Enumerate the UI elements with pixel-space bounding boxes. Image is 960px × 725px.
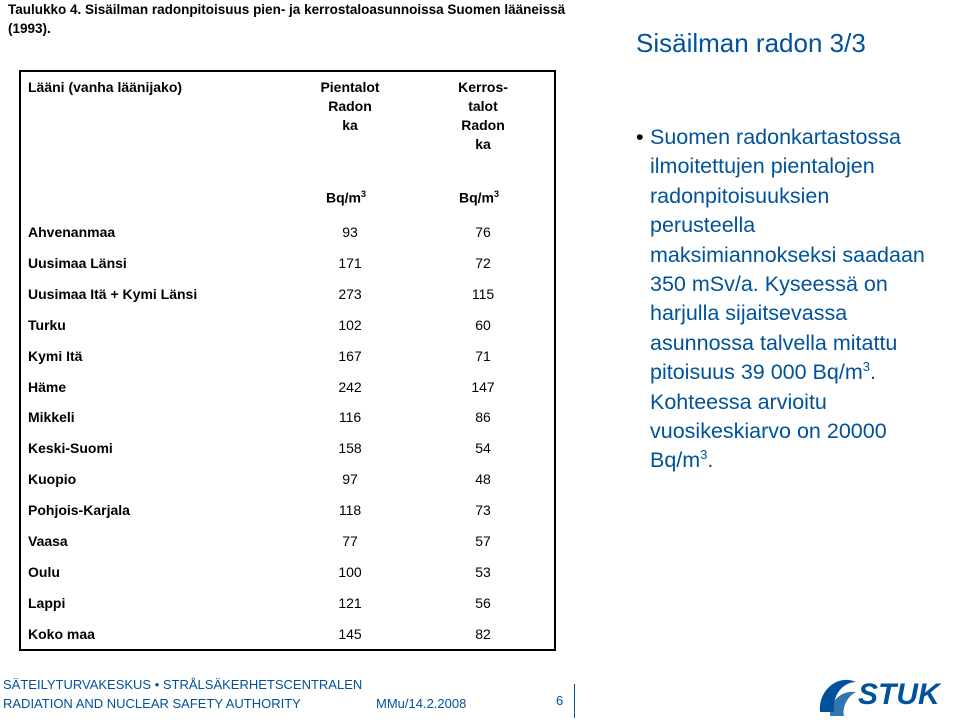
region-name: Uusimaa Itä + Kymi Länsi (28, 285, 198, 302)
table-row (21, 224, 554, 246)
region-name: Koko maa (28, 625, 95, 642)
bullet-text-b: . Kohteessa arvioitu vuosikeskiarvo on 20000 Bq/m (650, 360, 887, 473)
table-row (21, 626, 554, 648)
kerrostalot-value: 71 (475, 347, 491, 364)
pientalot-value: 167 (338, 347, 362, 364)
caption-line2: (1993). (8, 21, 51, 36)
footer-date: MMu/14.2.2008 (376, 696, 467, 711)
region-name: Kymi Itä (28, 347, 83, 364)
table-row (21, 255, 554, 277)
table-row (21, 348, 554, 370)
header-pientalot-line: ka (342, 117, 358, 133)
pientalot-value: 273 (338, 285, 362, 302)
kerrostalot-value: 82 (475, 625, 491, 642)
header-kerrostalot-line: Radon (461, 117, 505, 133)
kerrostalot-value: 76 (475, 224, 491, 240)
region-name: Ahvenanmaa (28, 224, 116, 240)
unit-exp: 3 (361, 189, 367, 199)
region-name: Uusimaa Länsi (28, 254, 127, 271)
region-name: Pohjois-Karjala (28, 502, 130, 519)
footer-divider (574, 684, 575, 718)
slide-title: Sisäilman radon 3/3 (636, 28, 866, 58)
pientalot-value: 77 (342, 533, 358, 549)
header-kerrostalot-line: talot (468, 98, 498, 114)
header-pientalot-line: Radon (328, 98, 372, 114)
unit-exp: 3 (494, 189, 500, 199)
pientalot-value: 93 (342, 224, 358, 240)
header-kerrostalot (433, 78, 533, 154)
region-name: Kuopio (28, 471, 77, 488)
region-name: Mikkeli (28, 409, 75, 426)
table-row (21, 533, 554, 555)
radon-table (19, 70, 556, 651)
kerrostalot-value: 48 (475, 471, 491, 488)
region-name: Vaasa (28, 533, 68, 549)
table-row (21, 471, 554, 493)
table-caption (8, 0, 573, 38)
stuk-logo-text: STUK (858, 678, 940, 711)
unit-pientalot (326, 189, 366, 206)
header-kerrostalot-line: ka (475, 136, 491, 152)
header-pientalot-line: Pientalot (320, 79, 380, 95)
table-row (21, 440, 554, 462)
kerrostalot-value: 53 (475, 563, 491, 580)
region-name: Keski-Suomi (28, 440, 113, 457)
header-region: Lääni (vanha läänijako) (28, 79, 183, 95)
pientalot-value: 242 (338, 378, 362, 395)
bullet-dot: • (636, 125, 644, 149)
bullet-text-c: . (707, 448, 714, 473)
pientalot-value: 145 (338, 625, 362, 642)
region-name: Lappi (28, 594, 66, 611)
pientalot-value: 97 (342, 471, 358, 488)
footer-org-en: RADIATION AND NUCLEAR SAFETY AUTHORITY (3, 696, 301, 711)
kerrostalot-value: 73 (475, 502, 491, 519)
bullet-paragraph (636, 123, 940, 476)
table-row (21, 379, 554, 401)
pientalot-value: 118 (338, 502, 362, 519)
page-number: 6 (556, 693, 564, 708)
kerrostalot-value: 86 (475, 409, 491, 426)
kerrostalot-value: 72 (475, 254, 491, 271)
footer-org-fi-sv: SÄTEILYTURVAKESKUS • STRÅLSÄKERHETSCENTRALEN (3, 677, 363, 692)
region-name: Oulu (28, 563, 60, 580)
region-name: Häme (28, 378, 67, 395)
pientalot-value: 121 (338, 594, 362, 611)
unit-base: Bq/m (459, 189, 494, 206)
kerrostalot-value: 54 (475, 440, 491, 457)
unit-base: Bq/m (326, 189, 361, 206)
stuk-logo (816, 660, 946, 720)
table-row (21, 317, 554, 339)
pientalot-value: 116 (338, 409, 362, 426)
bullet-text-a: Suomen radonkartastossa ilmoitettujen pientalojen radonpitoisuuksien perusteella maksimiannokseksi saadaan 350 mSv/a. Kyseessä on harjulla sijaitsevassa asunnossa talvella mitattu pitoisuus 39 000 Bq/m (650, 125, 925, 385)
header-kerrostalot-line: Kerros- (458, 79, 508, 95)
unit-kerrostalot (459, 189, 499, 206)
table-row (21, 595, 554, 617)
kerrostalot-value: 115 (471, 285, 495, 302)
pientalot-value: 171 (338, 254, 362, 271)
table-row (21, 409, 554, 431)
bullet-sup-a: 3 (862, 359, 870, 375)
pientalot-value: 102 (338, 316, 362, 333)
pientalot-value: 158 (338, 440, 362, 457)
bullet-sup-b: 3 (700, 447, 708, 463)
table-row (21, 564, 554, 586)
caption-line1: Sisäilman radonpitoisuus pien- ja kerrostaloasunnoissa Suomen lääneissä (81, 2, 566, 17)
header-pientalot (300, 78, 400, 135)
kerrostalot-value: 60 (475, 316, 491, 333)
table-row (21, 502, 554, 524)
kerrostalot-value: 147 (471, 378, 495, 395)
kerrostalot-value: 56 (475, 594, 491, 611)
table-row (21, 286, 554, 308)
caption-prefix: Taulukko 4. (8, 2, 82, 17)
region-name: Turku (28, 316, 66, 333)
kerrostalot-value: 57 (475, 533, 491, 549)
pientalot-value: 100 (338, 563, 362, 580)
